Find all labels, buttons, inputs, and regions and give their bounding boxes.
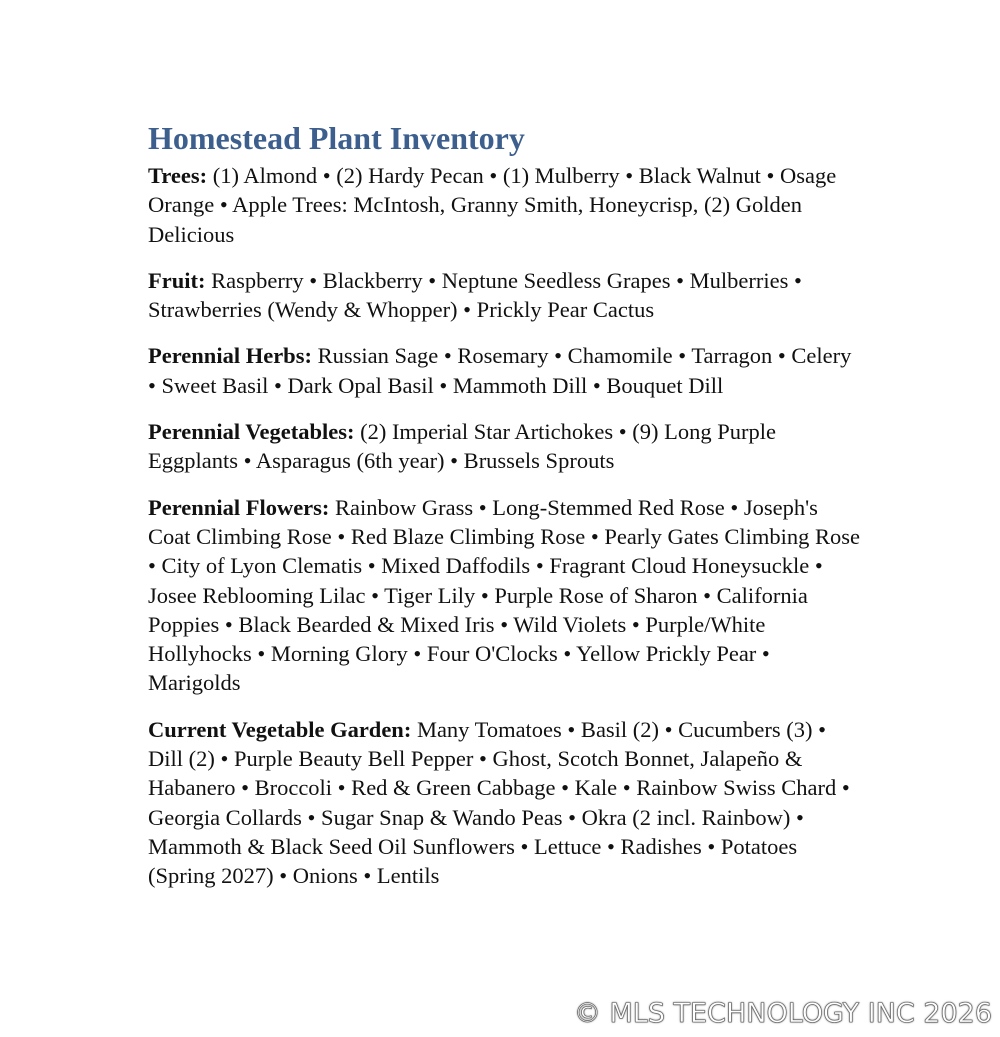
section-fruit <box>148 266 860 325</box>
document-title: Homestead Plant Inventory <box>148 120 525 156</box>
section-text: (1) Almond • (2) Hardy Pecan • (1) Mulberry • Black Walnut • Osage Orange • Apple Trees: McIntosh, Granny Smith, Honeycrisp, (2) Golden Delicious <box>148 163 837 247</box>
section-label: Fruit: <box>148 267 206 293</box>
document <box>148 118 860 908</box>
section-text: Rainbow Grass • Long-Stemmed Red Rose • Joseph's Coat Climbing Rose • Red Blaze Climbing Rose • Pearly Gates Climbing Rose • City of Lyon Clematis • Mixed Daffodils • Fragrant Cloud Honeysuckle • Josee Reblooming Lilac • Tiger Lily • Purple Rose of Sharon • California Poppies • Black Bearded & Mixed Iris • Wild Violets • Purple/White Hollyhocks • Morning Glory • Four O'Clocks • Yellow Prickly Pear • Marigolds <box>148 494 860 696</box>
section-perennial-flowers <box>148 493 860 698</box>
section-label: Current Vegetable Garden: <box>148 716 412 742</box>
copyright-watermark: © MLS TECHNOLOGY INC 2026 <box>573 998 992 1029</box>
section-text: Raspberry • Blackberry • Neptune Seedless Grapes • Mulberries • Strawberries (Wendy & Whopper) • Prickly Pear Cactus <box>148 267 802 323</box>
section-label: Perennial Herbs: <box>148 343 312 369</box>
section-text: Many Tomatoes • Basil (2) • Cucumbers (3) • Dill (2) • Purple Beauty Bell Pepper • Ghost, Scotch Bonnet, Jalapeño & Habanero • Broccoli • Red & Green Cabbage • Kale • Rainbow Swiss Chard • Georgia Collards • Sugar Snap & Wando Peas • Okra (2 incl. Rainbow) • Mammoth & Black Seed Oil Sunflowers • Lettuce • Radishes • Potatoes (Spring 2027) • Onions • Lentils <box>148 716 850 889</box>
section-current-vegetable-garden <box>148 715 860 891</box>
section-text: (2) Imperial Star Artichokes • (9) Long Purple Eggplants • Asparagus (6th year) • Brussels Sprouts <box>148 419 776 474</box>
section-text: Russian Sage • Rosemary • Chamomile • Tarragon • Celery • Sweet Basil • Dark Opal Basil • Mammoth Dill • Bouquet Dill <box>148 343 852 398</box>
section-label: Perennial Vegetables: <box>148 419 355 445</box>
section-perennial-herbs <box>148 341 860 400</box>
section-label: Perennial Flowers: <box>148 494 330 520</box>
section-trees <box>148 161 860 249</box>
section-label: Trees: <box>148 163 208 188</box>
section-perennial-vegetables <box>148 417 860 476</box>
